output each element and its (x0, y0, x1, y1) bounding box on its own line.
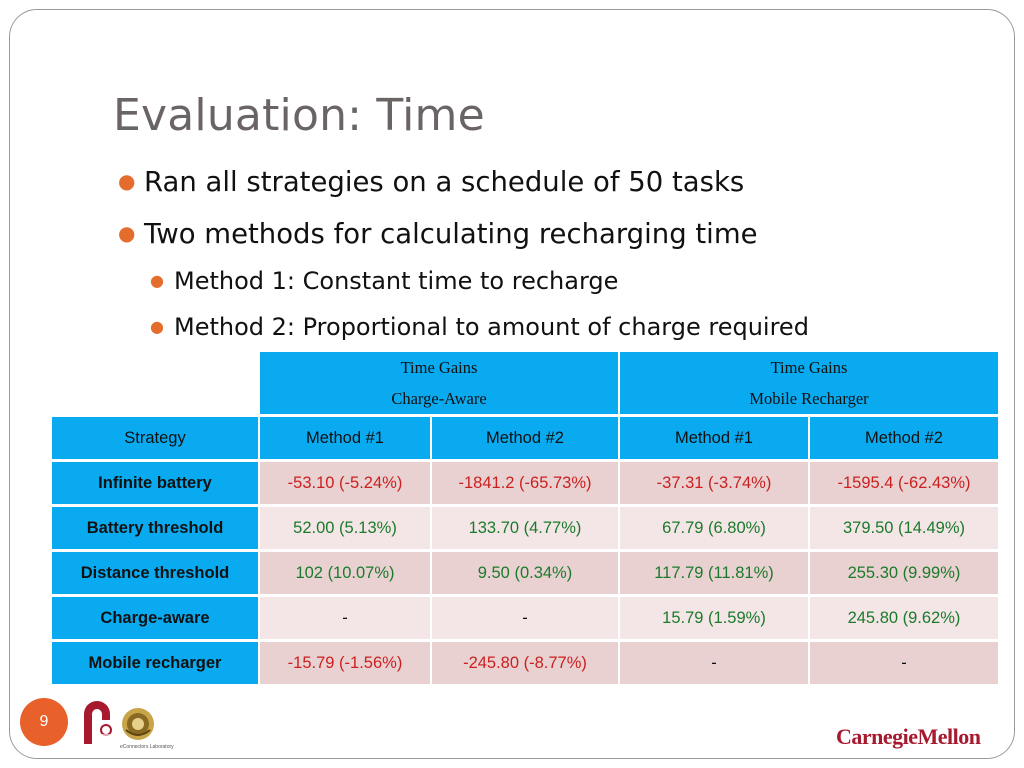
table-row (52, 462, 998, 504)
sub-bullet-item (150, 267, 618, 295)
table-cell: - (810, 642, 998, 684)
table-cell: 379.50 (14.49%) (810, 507, 998, 549)
column-header-row (52, 417, 998, 459)
table-cell: 15.79 (1.59%) (620, 597, 808, 639)
table-cell: 245.80 (9.62%) (810, 597, 998, 639)
robotics-institute-logo (80, 700, 114, 748)
table-cell: - (620, 642, 808, 684)
table-cell: -15.79 (-1.56%) (260, 642, 430, 684)
bullet-dot-icon: ● (150, 317, 164, 336)
slide-number-badge: 9 (20, 698, 68, 746)
bullet-text: Ran all strategies on a schedule of 50 tasks (144, 166, 745, 198)
table-cell: - (260, 597, 430, 639)
column-header: Method #2 (810, 417, 998, 459)
bullet-dot-icon: ● (150, 271, 164, 290)
row-label: Mobile recharger (52, 642, 258, 684)
group-header-line: Charge-Aware (391, 389, 487, 408)
sub-bullet-text: Method 1: Constant time to recharge (174, 267, 619, 295)
lab-logo (118, 702, 176, 750)
table-cell: - (432, 597, 618, 639)
group-header-mobile-recharger (620, 352, 998, 414)
column-header: Method #1 (620, 417, 808, 459)
row-label: Distance threshold (52, 552, 258, 594)
table-cell: 67.79 (6.80%) (620, 507, 808, 549)
group-header-line: Mobile Recharger (749, 389, 869, 408)
bullet-item (118, 218, 758, 250)
table-cell: -1841.2 (-65.73%) (432, 462, 618, 504)
table-cell: -1595.4 (-62.43%) (810, 462, 998, 504)
table-cell: 52.00 (5.13%) (260, 507, 430, 549)
table-row (52, 552, 998, 594)
empty-corner-cell (52, 352, 258, 414)
table-row (52, 507, 998, 549)
group-header-line: Time Gains (400, 358, 478, 377)
table-cell: 255.30 (9.99%) (810, 552, 998, 594)
results-table (50, 349, 1000, 687)
bullet-text: Two methods for calculating recharging time (144, 218, 758, 250)
group-header-row (52, 352, 998, 414)
bullet-dot-icon: ● (118, 169, 136, 193)
column-header: Strategy (52, 417, 258, 459)
sub-bullet-text: Method 2: Proportional to amount of charge required (174, 313, 809, 341)
slide-title: Evaluation: Time (113, 90, 485, 141)
table-cell: 9.50 (0.34%) (432, 552, 618, 594)
table-cell: -245.80 (-8.77%) (432, 642, 618, 684)
column-header: Method #1 (260, 417, 430, 459)
table-cell: 133.70 (4.77%) (432, 507, 618, 549)
table-cell: -37.31 (-3.74%) (620, 462, 808, 504)
column-header: Method #2 (432, 417, 618, 459)
lab-caption: eConnectors Laboratory (120, 744, 174, 750)
group-header-line: Time Gains (770, 358, 848, 377)
row-label: Battery threshold (52, 507, 258, 549)
table-cell: -53.10 (-5.24%) (260, 462, 430, 504)
table-row (52, 642, 998, 684)
bullet-item (118, 166, 744, 198)
row-label: Charge-aware (52, 597, 258, 639)
group-header-charge-aware (260, 352, 618, 414)
bullet-dot-icon: ● (118, 221, 136, 245)
table-row (52, 597, 998, 639)
table-cell: 102 (10.07%) (260, 552, 430, 594)
row-label: Infinite battery (52, 462, 258, 504)
cmu-wordmark: CarnegieMellon (836, 724, 981, 749)
table-cell: 117.79 (11.81%) (620, 552, 808, 594)
sub-bullet-item (150, 313, 809, 341)
